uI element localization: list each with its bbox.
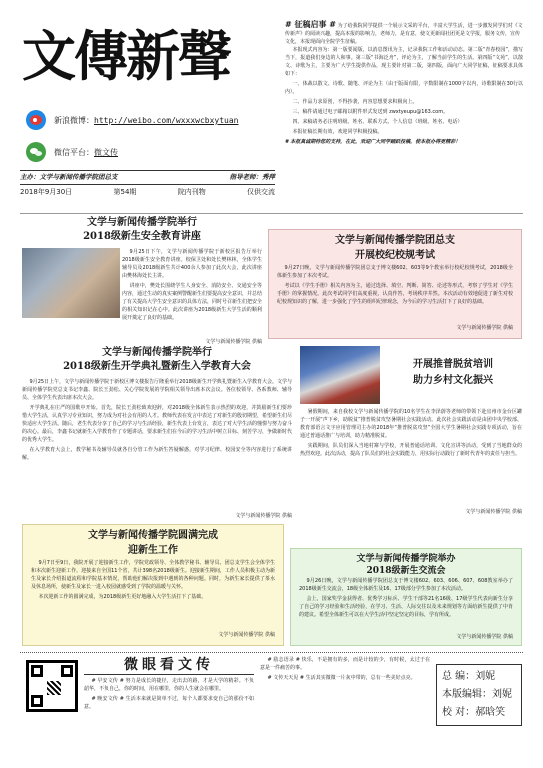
article-paragraph: 本次迎新工作的圆满完成，为2018级新生更好地融入大学生活打下了基础。 xyxy=(38,594,207,600)
article-paragraph: 9月27日晚，文学与新闻传播学院团总支于博文楼602、603等9个教室举行校纪校规考试，2018级全体新生参加了本次考试。 xyxy=(277,265,513,279)
article-poverty-training xyxy=(300,346,522,518)
editor-proof-label: 校 对： xyxy=(442,707,476,718)
newspaper-title: 文傳新聲 xyxy=(22,24,230,88)
editor-box xyxy=(436,664,522,726)
article-paragraph: 9月7日至9日，我院开展了迎接新生工作，学院党政领导、全体教学秘书、辅导员、团总支学生会全体学生和本次新生迎新工作。迎接来自全国11个省，共计398名2018级新生。迎接新生期间，工作人员积极主动为新生及家长介绍报道流程和学院基本情况，帮助他们解决报到中遇到的各种问题。同时，为新生家长提供了茶水及休息场所，使新生及家长一进入校园就感受到了学院的温暖与关怀。 xyxy=(31,560,275,590)
article-discipline-exam xyxy=(268,229,522,339)
cfp-item: 三、稿件请通过电子邮箱以附件形式发送到 zwxtyeupu@163.com。 xyxy=(292,109,449,115)
article-body xyxy=(300,408,522,506)
article-paragraph: 考试以《学生手册》相关内容为主，通过选择、填空、判断、简答、论述等形式，考察了学生对《学生手册》的掌握情况。此次考试同学们高度重视，认真作答，考场秩序井然。本次活动有效地促进了新生对校纪校规知识的了解，进一步强化了学生的组织纪律观念，为今后的学习生活打下了良好的基础。 xyxy=(277,283,513,305)
article-byline: 文学与新闻传播学院 供稿 xyxy=(218,632,275,638)
article-title: 文学与新闻传播学院举行 xyxy=(102,347,212,358)
cfp-intro: 为了给我院同学提供一个展示文采的平台，丰富大学生活，进一步激发同学们对《文传新声》的阅读兴趣，提高本报的影响力，老师力，是有意，使文更新闻社团更是文学报，服务文传，宣传文化，本报现面向全院学生征稿。 xyxy=(285,23,523,45)
issue-date: 2018年9月30日 xyxy=(20,188,73,196)
distribution-note: 仅供交流 xyxy=(247,188,275,196)
weibo-icon xyxy=(26,110,46,130)
editor-chief-label: 总 编： xyxy=(442,671,476,682)
masthead-rule-top xyxy=(20,170,275,171)
cfp-item: 四、来稿请务必注明班级、姓名、联系方式、个人信息（班级、姓名、电话） xyxy=(292,119,463,125)
wechat-line xyxy=(54,148,254,157)
cfp-title: # 征稿启事 # xyxy=(285,20,336,29)
weidian-item: # 晚安文传 # 生活本来就是简单不过，每个人都要求变自己的那份不如意。 xyxy=(84,696,254,710)
sponsor: 主办：文学与新闻传播学院团总支 xyxy=(20,173,118,181)
editor-chief-name: 刘妮 xyxy=(475,671,496,682)
cfp-item: 一、体裁以散文、诗歌、随笔、评论为主（由于版面有限，字数限制在1000字以内，诗歌限制在30行以内）。 xyxy=(285,81,523,95)
article-paragraph: 暑假期间，来自我校文学与新闻传播学院的10名学生在李泽蔚等老师的带领下赴宜州市金台区罐子一开展“声下乡，助脱贫”推普脱贫攻坚暑期社会实践活动。此次社会实践活动是由团中央学校部、教育部语言文字应用管理司主办的2018年“推普脱贫攻坚”全国大学生暑期社会实践专项活动，旨在通过普通话推广与培训，助力精准脱贫。 xyxy=(300,409,522,439)
wechat-icon xyxy=(26,142,46,162)
editor-page-label: 本版编辑： xyxy=(442,689,492,700)
article-paragraph: 实践期间，队员们深入当地村寨与学校，开展普通话培训、文化宣讲等活动，受到了当地群众的热烈欢迎。此次活动，提高了队员们的社会实践能力，用实际行动践行了新时代青年的责任与担当。 xyxy=(300,443,522,457)
article-subtitle: 2018级新生开学典礼暨新生入学教育大会 xyxy=(63,361,251,372)
article-paragraph: 开学典礼在庄严的国歌中开始。首先，院长王劲松致欢迎辞，对2018级全体新生表示热烈的欢迎，并鼓励新生们要珍惜大学生活，认真学习专业知识，努力成为对社会有用的人才。教师代表在发言中表达了对新生的殷切期望，希望新生们尽快适应大学生活。随后，老生代表分享了自己的学习与生活经验，新生代表上台发言，表达了对大学生活的憧憬与努力奋斗的决心。最后，李鑫书记就新生入学教育作了专题讲话，要求新生们在今后的学习生活中树立目标、刻苦学习，争做新时代的优秀大学生。 xyxy=(22,405,292,443)
qr-code[interactable] xyxy=(26,660,78,712)
article-body xyxy=(22,378,292,512)
article-welcome xyxy=(22,524,284,646)
editor-page xyxy=(442,686,516,704)
cfp-closing-note: # 本报真诚期待您的支持，在此，欢迎广大同学踊跃投稿，使本报办得更精彩！ xyxy=(285,139,461,145)
article-subtitle: 2018级新生交流会 xyxy=(366,566,446,576)
article-subtitle: 开展校纪校规考试 xyxy=(355,250,435,261)
article-body xyxy=(22,248,262,336)
weidian-feed xyxy=(84,677,254,759)
bottom-divider xyxy=(20,652,523,653)
article-byline: 文学与新闻传播学院 供稿 xyxy=(235,513,292,519)
quote-item: # 励志语录 # 快乐，不是拥有的多，而是计较的少，有时候，太过于在意是一件痛苦的事。 xyxy=(260,657,430,671)
article-byline: 文学与新闻传播学院 供稿 xyxy=(205,339,262,345)
quotes-section xyxy=(260,656,430,760)
wechat-link[interactable]: 微文传 xyxy=(94,148,118,157)
weibo-link[interactable]: http://weibo.com/wxxxwcbxytuan xyxy=(94,116,239,125)
article-subtitle: 2018级新生安全教育讲座 xyxy=(83,231,201,242)
masthead-credits xyxy=(20,173,275,182)
masthead-rule-bottom xyxy=(20,184,275,185)
issue-number: 第54期 xyxy=(113,188,137,196)
cfp-item: 本报征稿长期有效，欢迎同学积极投稿。 xyxy=(292,129,383,135)
section-divider xyxy=(20,213,523,214)
editor-proof xyxy=(442,704,516,722)
issue-bar xyxy=(20,187,275,197)
article-byline: 文学与新闻传播学院 供稿 xyxy=(465,509,522,515)
advisor: 指导老师：秀萍 xyxy=(229,173,275,181)
article-paragraph: 在入学教育大会上，教学秘书及辅导员就各自分管工作为新生答疑解惑，对学习纪律、校园安全等内容进行了系统讲解。 xyxy=(22,447,292,461)
article-convocation xyxy=(22,346,292,518)
editor-proof-name: 郝晗笑 xyxy=(475,707,506,718)
weidian-item: # 早安文传 # 努力是成长的捷径，走出去的路，才是大学的精彩。不负韶华，不负自己，你的时间，用在哪里，你的人生就会在哪里。 xyxy=(84,678,254,692)
cfp-item: 二、作品力求原创，不得抄袭，内容思想要求积极向上。 xyxy=(292,99,418,105)
training-photo xyxy=(300,346,380,404)
article-subtitle: 迎新生工作 xyxy=(128,545,178,556)
article-paragraph: 会上，国家奖学金获得者、优秀学习标兵、学生干部等21名16级、17级学生代表向新生分享了自己的学习经验和生活经验，在学习、生活、人际交往以及未来规划等方面给新生提供了中肯的建议。希望全体新生可以在大学生活中坚定坚定的目标，学有所成。 xyxy=(299,596,513,618)
article-paragraph: 讲座中，樊处长围绕学生人身安全、消防安全、交通安全等内容，通过生动的真实案例警醒新生们要提高安全意识，并总结了有关提高大学生安全意识的具体方法，同时号召新生们把安全的相关知识记在心中。此次讲座为2018级新生大学生活的顺利展开奠定了良好的基础。 xyxy=(122,283,262,321)
weibo-line xyxy=(54,116,274,125)
article-byline: 文学与新闻传播学院 供稿 xyxy=(456,325,513,331)
article-body xyxy=(299,577,513,633)
quote-item: # 文传天天见 # 生活其实微微一片灰中带的，总有一些美好点亮。 xyxy=(267,675,416,681)
article-body xyxy=(277,264,513,324)
circulation: 院内刊物 xyxy=(177,188,206,196)
article-byline: 文学与新闻传播学院 供稿 xyxy=(456,634,513,640)
weidian-title: 微眼看文传 xyxy=(84,656,254,675)
article-body xyxy=(31,559,275,631)
masthead xyxy=(20,20,275,208)
cfp-item: 本报现式内容为：第一版要闻版，以消息图讯为主，记录我院工作和活动动态。第二版“青春校园”，描写当下，报道我们身边的人和事。第三版“书海泛舟”，评论为主，了解当前学生的生活。第四版“文苑”，以散文、诗歌为主，主要为广大学生提供作品，现主要针对第二版，第四版，面向广大同学征稿，征稿要求具体如下： xyxy=(285,47,523,77)
editor-page-name: 刘妮 xyxy=(492,689,512,700)
article-title: 文学与新闻传播学院举办 xyxy=(356,554,456,564)
article-paragraph: 9月26日晚，文学与新闻传播学院团总支于博文楼602、603、606、607、608教室举办了2018级新生交流会，18级全体新生及16、17级部分学生参加了本次活动。 xyxy=(299,578,513,592)
article-title: 文学与新闻传播学院举行 xyxy=(87,217,197,228)
editor-chief xyxy=(442,668,516,686)
article-safety-lecture xyxy=(22,216,262,345)
article-title: 文学与新闻传播学院团总支 xyxy=(335,235,455,246)
wechat-label: 微信平台： xyxy=(54,148,94,157)
article-title: 文学与新闻传播学院圆满完成 xyxy=(88,530,218,541)
weidian-section xyxy=(84,656,254,760)
article-title: 开展推普脱贫培训 xyxy=(413,359,493,370)
call-for-papers xyxy=(285,20,523,208)
weibo-label: 新浪微博： xyxy=(54,116,94,125)
article-exchange-meeting xyxy=(290,548,522,646)
article-paragraph: 9月25日下午，文学与新闻传播学院于新校区报告厅举行2018级新生安全教育讲座。校保卫处和处长樊林林，全体学生辅导员及2018级新生共计400余人参加了此次大会，此次讲座由樊林海处长主讲。 xyxy=(122,249,262,279)
article-paragraph: 9月25日上午，文学与新闻传播学院于新校区博文楼报告厅隆重举行2018级新生开学典礼暨新生入学教育大会。文学与新闻传播学院党总支书记李鑫、院长王劲松、关心学院发展的学院相关领导出席本次会议。各位校领导、各系教师、辅导员、全体学生代表出席本次大会。 xyxy=(22,379,292,401)
article-subtitle: 助力乡村文化振兴 xyxy=(413,375,493,386)
